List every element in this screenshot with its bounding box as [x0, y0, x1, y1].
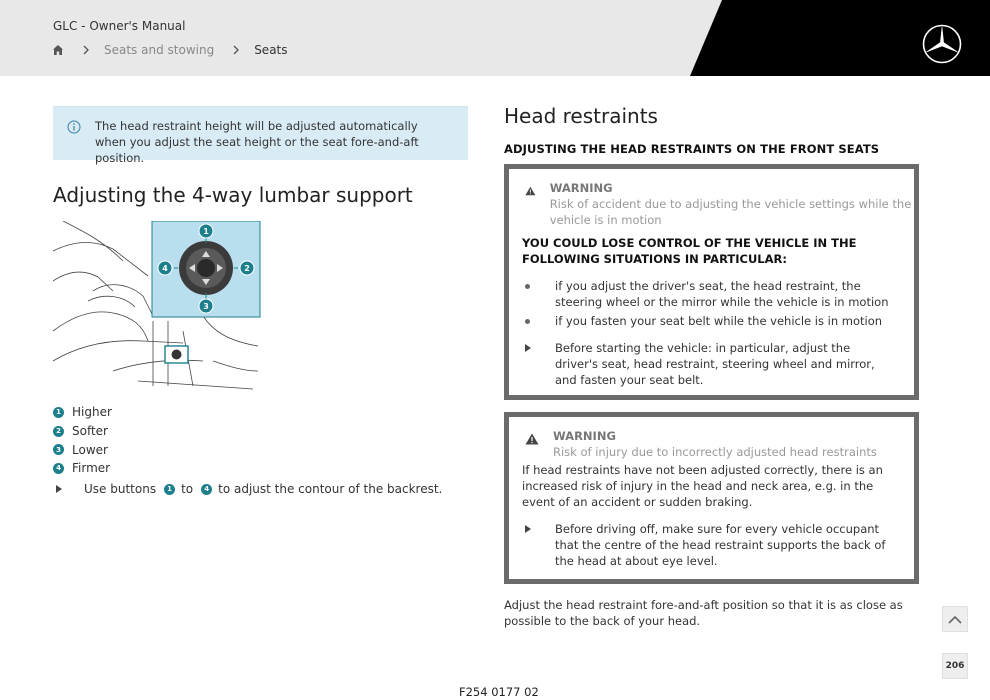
warning-box-accident — [504, 164, 919, 400]
head-restraints-heading: Head restraints — [504, 104, 658, 128]
chevron-right-icon — [232, 45, 240, 55]
breadcrumb-item-seats-and-stowing[interactable]: Seats and stowing — [104, 43, 215, 57]
legend-label: Softer — [72, 424, 108, 439]
info-text: The head restraint height will be adjusted automatically when you adjust the seat height or the seat fore-and-aft position. — [95, 119, 419, 165]
legend-item — [53, 403, 112, 422]
breadcrumb — [52, 41, 288, 59]
warning-subtitle: Risk of accident due to adjusting the vehicle settings while the vehicle is in motion — [549, 197, 912, 227]
front-seats-subheading: ADJUSTING THE HEAD RESTRAINTS ON THE FRONT SEATS — [504, 142, 880, 156]
warning-action-step — [525, 340, 895, 388]
manual-title: GLC - Owner's Manual — [53, 19, 186, 33]
warning-title: WARNING — [549, 181, 613, 195]
lumbar-support-illustration — [53, 221, 261, 391]
action-prefix: Use buttons — [84, 482, 157, 496]
info-note — [53, 106, 468, 165]
button-legend — [53, 403, 112, 478]
bullet-text: if you fasten your seat belt while the vehicle is in motion — [555, 314, 883, 328]
action-to-word: to — [181, 482, 194, 496]
warning-action-step — [525, 521, 895, 569]
action-arrow-icon — [525, 344, 531, 352]
warning-bullet — [525, 313, 905, 329]
warning-bullet — [525, 278, 905, 310]
callout-4 — [158, 261, 172, 275]
page-number: 206 — [942, 653, 968, 679]
number-badge: 4 — [53, 463, 64, 474]
warning-box-injury — [504, 412, 919, 584]
number-badge: 1 — [53, 407, 64, 418]
closing-paragraph: Adjust the head restraint fore-and-aft position so that it is as close as possible to the back of your head. — [504, 598, 903, 628]
number-badge: 3 — [53, 444, 64, 455]
svg-text:2: 2 — [244, 264, 250, 273]
chevron-right-icon — [82, 45, 90, 55]
legend-label: Firmer — [72, 461, 111, 476]
lumbar-heading: Adjusting the 4-way lumbar support — [53, 183, 413, 207]
legend-item — [53, 459, 112, 478]
legend-label: Higher — [72, 405, 112, 420]
warning-triangle-icon — [525, 185, 536, 197]
scroll-to-top-button[interactable] — [942, 606, 968, 632]
warning-body-text: If head restraints have not been adjusted correctly, there is an increased risk of injury in the head and neck area, e.g. in the event of an accident or sudden braking. — [522, 463, 883, 509]
callout-3 — [199, 299, 213, 313]
bullet-dot-icon — [525, 284, 530, 289]
number-badge: 2 — [53, 426, 64, 437]
callout-2 — [240, 261, 254, 275]
warning-subtitle: Risk of injury due to incorrectly adjusted head restraints — [553, 445, 877, 459]
svg-text:4: 4 — [162, 264, 168, 273]
header-bar — [0, 0, 990, 76]
callout-1 — [199, 224, 213, 238]
action-suffix: to adjust the contour of the backrest. — [218, 482, 443, 496]
svg-text:1: 1 — [203, 227, 209, 236]
warning-caps-text: YOU COULD LOSE CONTROL OF THE VEHICLE IN THE FOLLOWING SITUATIONS IN PARTICULAR: — [522, 236, 857, 266]
warning-triangle-icon — [525, 433, 539, 445]
number-badge: 4 — [201, 484, 212, 495]
legend-item — [53, 422, 112, 441]
action-text: Before driving off, make sure for every vehicle occupant that the centre of the head restraint supports the back of the head at about eye level. — [555, 522, 886, 568]
action-arrow-icon — [56, 485, 62, 493]
legend-item — [53, 440, 112, 459]
lumbar-action-step — [56, 482, 442, 496]
bullet-text: if you adjust the driver's seat, the head restraint, the steering wheel or the mirror while the vehicle is in motion — [555, 279, 889, 309]
action-text: Before starting the vehicle: in particular, adjust the driver's seat, head restraint, steering wheel and mirror, and fasten your seat belt. — [555, 341, 875, 387]
legend-label: Lower — [72, 442, 108, 457]
info-icon — [67, 120, 81, 134]
action-arrow-icon — [525, 525, 531, 533]
number-badge: 1 — [164, 484, 175, 495]
home-icon[interactable] — [52, 44, 64, 56]
breadcrumb-item-seats[interactable]: Seats — [254, 43, 288, 57]
warning-title: WARNING — [553, 429, 616, 443]
mercedes-star-icon[interactable] — [921, 23, 963, 65]
bullet-dot-icon — [525, 319, 530, 324]
figure-code: F254 0177 02 — [459, 685, 539, 699]
svg-text:3: 3 — [203, 302, 209, 311]
chevron-up-icon — [948, 615, 962, 624]
